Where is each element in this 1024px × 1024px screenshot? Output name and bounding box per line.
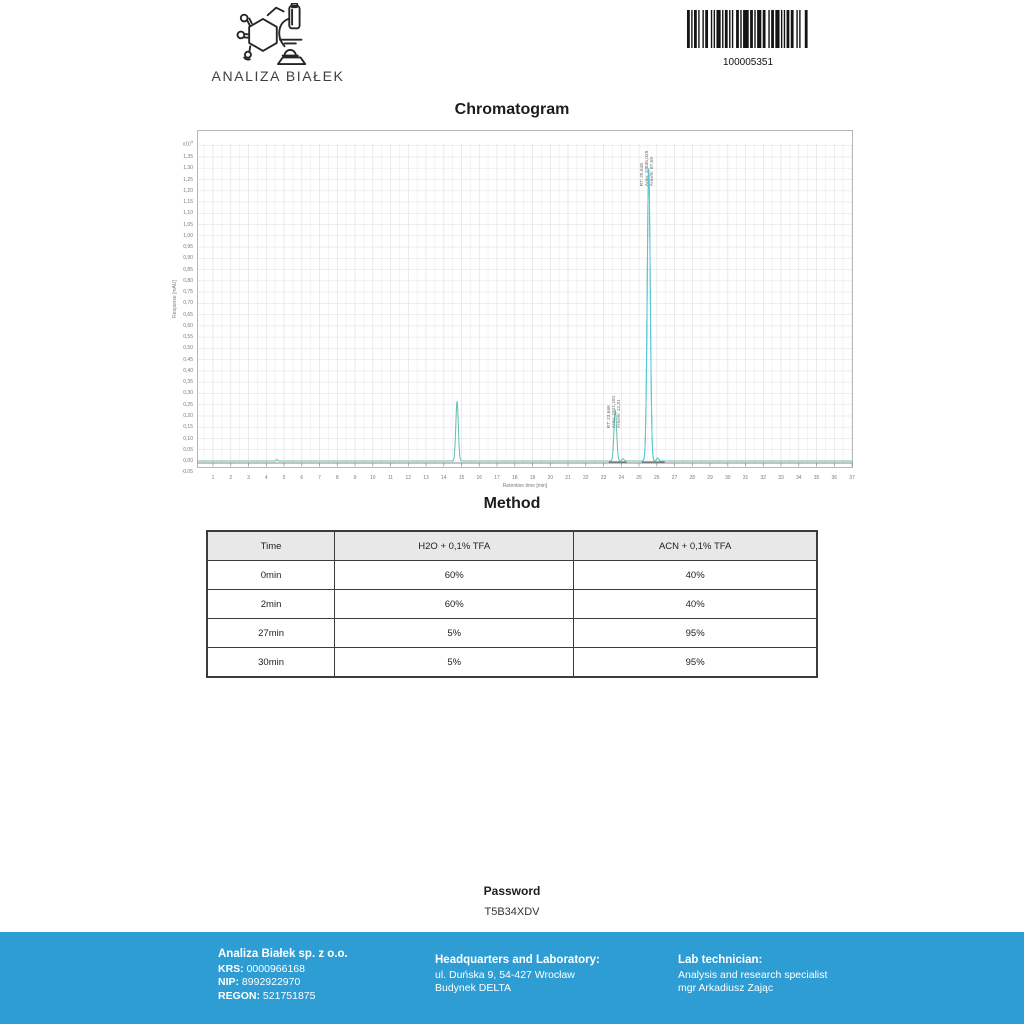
x-tick-label: 29 <box>707 475 713 481</box>
y-tick-label: 1,30 <box>183 165 193 172</box>
x-tick-label: 1 <box>211 475 215 481</box>
x-tick-label: 19 <box>529 475 536 481</box>
method-table-cell: 60% <box>335 590 574 619</box>
y-tick-label: 0,10 <box>183 435 193 442</box>
method-table-row <box>207 648 817 678</box>
x-tick-label: 21 <box>565 475 571 481</box>
x-tick-label: 37 <box>849 475 855 481</box>
x-tick-label: 12 <box>405 475 412 481</box>
peak-annotation: RT: 23,666 <box>606 405 612 429</box>
footer-technician <box>678 954 827 996</box>
method-table-cell: 95% <box>574 648 817 678</box>
y-tick-label: 0,05 <box>183 446 193 453</box>
method-table-header-cell: Time <box>207 531 335 561</box>
x-tick-label: 26 <box>654 475 660 481</box>
y-tick-label: 0,45 <box>183 356 193 363</box>
y-tick-label: 0,25 <box>183 401 193 408</box>
y-tick-label: 0,50 <box>183 345 193 352</box>
x-tick-label: 3 <box>247 475 250 481</box>
x-tick-label: 32 <box>760 475 767 481</box>
x-tick-label: 23 <box>600 475 607 481</box>
barcode-number: 100005351 <box>722 57 774 68</box>
x-tick-label: 36 <box>831 475 838 481</box>
peak-annotation: Area: 1521,181 <box>611 395 617 429</box>
x-tick-label: 5 <box>282 475 286 481</box>
chemistry-microscope-icon <box>234 3 322 65</box>
x-tick-label: 24 <box>618 475 625 481</box>
footer-company <box>218 948 348 1003</box>
y-tick-label: 1,20 <box>183 187 193 194</box>
hq-building: Budynek DELTA <box>435 982 512 994</box>
y-tick-label: 0,30 <box>183 390 193 397</box>
x-tick-label: 6 <box>300 475 304 481</box>
chromatogram-chart <box>160 126 874 498</box>
y-axis-title: Response [mAU] <box>172 280 178 318</box>
y-tick-label: 1,05 <box>183 221 193 228</box>
password-value: T5B34XDV <box>484 906 540 918</box>
method-title: Method <box>483 495 541 512</box>
method-table-row <box>207 561 817 590</box>
y-tick-label: 0,90 <box>183 255 193 262</box>
method-table-cell: 40% <box>574 561 817 590</box>
logo-text: ANALIZA BIAŁEK <box>211 68 345 84</box>
x-tick-label: 8 <box>335 475 339 481</box>
x-tick-label: 34 <box>796 475 802 481</box>
method-table-cell: 2min <box>207 590 335 619</box>
method-table-header-cell: H2O + 0,1% TFA <box>335 531 574 561</box>
x-tick-label: 22 <box>583 475 589 481</box>
method-table-cell: 95% <box>574 619 817 648</box>
barcode <box>687 10 809 68</box>
technician-role: Analysis and research specialist <box>678 968 828 981</box>
hq-address: ul. Duńska 9, 54-427 Wrocław <box>435 968 575 981</box>
x-tick-label: 2 <box>229 475 233 481</box>
technician-title: Lab technician: <box>678 954 763 966</box>
y-tick-label: 1,35 <box>183 154 193 160</box>
y-tick-label: 0,75 <box>183 289 193 296</box>
peak-annotation: Area: 10835,029 <box>645 150 651 187</box>
y-tick-label: 0,80 <box>183 277 193 284</box>
y-tick-label: 1,00 <box>183 232 193 239</box>
company-nip: NIP: 8992922970 <box>218 976 301 988</box>
technician-name: mgr Arkadiusz Zając <box>678 982 774 994</box>
x-tick-label: 10 <box>370 475 376 481</box>
company-name: Analiza Białek sp. z o.o. <box>218 948 348 960</box>
barcode-image <box>687 10 809 48</box>
footer <box>0 932 1024 1024</box>
x-tick-label: 9 <box>353 475 357 481</box>
x-tick-label: 7 <box>318 475 321 481</box>
x-tick-label: 14 <box>441 475 447 481</box>
peak-annotation: Area%: 12,31 <box>616 399 622 429</box>
company-regon: REGON: 521751875 <box>218 989 316 1002</box>
peak-annotation: RT: 25,548 <box>640 163 646 187</box>
x-tick-label: 25 <box>636 475 642 481</box>
company-krs: KRS: 0000966168 <box>218 962 305 975</box>
x-tick-label: 15 <box>458 475 465 481</box>
y-tick-label: 0,85 <box>183 266 193 273</box>
y-tick-label: 0,65 <box>183 311 193 318</box>
y-tick-label: 1,25 <box>183 176 193 183</box>
method-table-row <box>207 590 817 619</box>
peak-annotation: Area%: 87,69 <box>650 157 656 187</box>
method-table-cell: 0min <box>207 561 335 590</box>
x-tick-label: 28 <box>689 475 696 481</box>
chromatogram-title: Chromatogram <box>454 101 570 118</box>
x-tick-label: 35 <box>813 475 820 481</box>
y-tick-label: 0,35 <box>183 379 193 386</box>
x-tick-label: 30 <box>725 475 731 481</box>
y-tick-label: -0,05 <box>181 469 193 476</box>
method-table-cell: 40% <box>574 590 817 619</box>
y-axis-multiplier: $x10^3$ <box>182 139 193 148</box>
method-table-cell: 5% <box>335 619 574 648</box>
y-tick-label: 0,40 <box>183 367 193 374</box>
x-tick-label: 17 <box>494 475 500 481</box>
method-table-header-cell: ACN + 0,1% TFA <box>574 531 817 561</box>
method-table-row <box>207 619 817 648</box>
chart-plot-area <box>197 130 853 468</box>
method-table <box>206 530 818 678</box>
method-table-cell: 60% <box>335 561 574 590</box>
y-tick-label: 0,00 <box>183 458 193 464</box>
y-tick-label: 1,15 <box>183 199 193 205</box>
x-tick-label: 18 <box>512 475 518 481</box>
x-tick-label: 31 <box>742 475 749 481</box>
x-tick-label: 20 <box>547 475 554 481</box>
method-table-cell: 27min <box>207 619 335 648</box>
method-table-cell: 5% <box>335 648 574 678</box>
x-tick-label: 16 <box>476 475 483 481</box>
footer-headquarters <box>435 954 600 996</box>
password-label: Password <box>483 884 541 898</box>
y-tick-label: 1,10 <box>183 210 193 217</box>
method-table-header-row <box>207 531 817 561</box>
y-tick-label: 0,95 <box>183 244 193 251</box>
logo <box>195 0 361 84</box>
x-tick-label: 27 <box>671 475 678 481</box>
y-tick-label: 0,60 <box>183 322 193 329</box>
x-tick-label: 33 <box>778 475 784 481</box>
x-tick-label: 13 <box>423 475 429 481</box>
y-tick-label: 0,70 <box>183 300 193 307</box>
x-tick-label: 11 <box>387 475 394 481</box>
y-tick-label: 0,20 <box>183 413 193 419</box>
x-axis-title: Retention time [min] <box>502 483 548 489</box>
y-tick-label: 0,55 <box>183 334 193 341</box>
method-table-cell: 30min <box>207 648 335 678</box>
hq-title: Headquarters and Laboratory: <box>435 954 600 966</box>
x-tick-label: 4 <box>264 475 268 481</box>
y-tick-label: 0,15 <box>183 424 193 431</box>
